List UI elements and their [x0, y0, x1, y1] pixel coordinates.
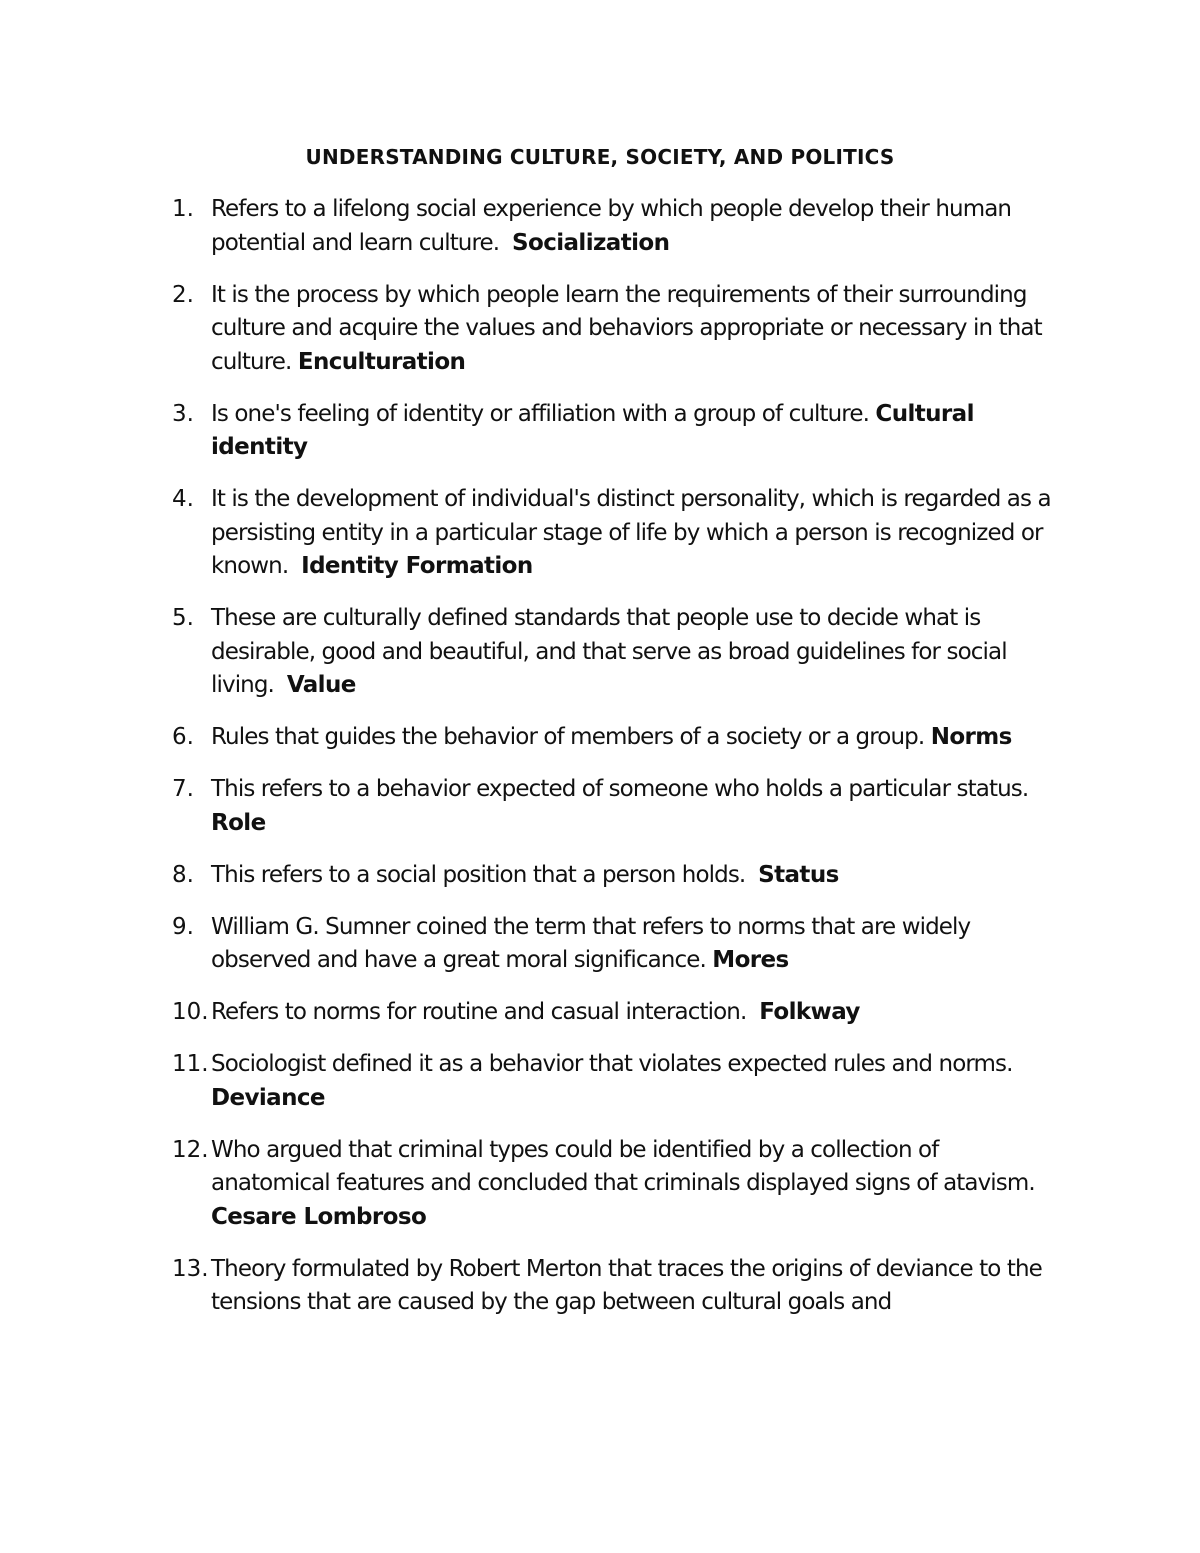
item-number: 11.	[172, 1051, 209, 1077]
list-item	[0, 859, 1061, 893]
item-answer: Status	[758, 861, 839, 888]
item-answer: Socialization	[512, 229, 670, 256]
item-answer: Cesare Lombroso	[211, 1203, 427, 1230]
item-answer: Cultural identity	[211, 400, 974, 460]
item-answer: Folkway	[759, 999, 860, 1025]
item-number: 13.	[172, 1255, 209, 1282]
item-number: 2.	[172, 281, 194, 308]
item-number: 9.	[172, 913, 194, 940]
item-number: 7.	[172, 776, 194, 802]
list-item	[0, 1134, 1061, 1235]
item-question: Rules that guides the behavior of members of a society or a group.	[211, 724, 925, 750]
item-number: 10.	[172, 999, 209, 1025]
item-question: Sociologist defined it as a behavior that violates expected rules and norms.	[211, 1051, 1013, 1077]
item-question: This refers to a social position that a person holds.	[211, 861, 746, 888]
item-answer: Mores	[712, 947, 789, 973]
list-item	[0, 996, 1061, 1030]
item-number: 4.	[172, 486, 194, 512]
item-answer: Value	[286, 672, 356, 698]
list-item	[0, 1048, 1061, 1115]
item-question: Refers to norms for routine and casual interaction.	[211, 999, 747, 1025]
item-answer: Role	[211, 809, 266, 836]
question-list	[0, 193, 1200, 1338]
item-number: 6.	[172, 724, 194, 750]
list-item	[0, 1253, 1061, 1320]
list-item	[0, 483, 1061, 584]
list-item	[0, 602, 1061, 703]
page-title: UNDERSTANDING CULTURE, SOCIETY, AND POLITICS	[305, 145, 895, 169]
item-answer: Norms	[930, 724, 1012, 750]
item-question: Theory formulated by Robert Merton that traces the origins of deviance to the tensions that are caused by the gap between cultural goals and	[211, 1255, 1042, 1315]
list-item	[0, 398, 1061, 465]
item-question: Refers to a lifelong social experience by which people develop their human potential and learn culture.	[211, 196, 1012, 256]
item-question: It is the development of individual's distinct personality, which is regarded as a persisting entity in a particular stage of life by which a person is recognized or known.	[211, 486, 1051, 579]
list-item	[0, 279, 1061, 380]
list-item	[0, 193, 1061, 260]
item-number: 5.	[172, 605, 194, 631]
list-item	[0, 773, 1061, 840]
list-item	[0, 721, 1061, 755]
item-number: 1.	[172, 196, 194, 222]
item-question: William G. Sumner coined the term that refers to norms that are widely observed and have a great moral significance.	[211, 913, 971, 973]
item-answer: Deviance	[211, 1084, 325, 1111]
list-item	[0, 911, 1061, 978]
item-answer: Enculturation	[297, 348, 466, 375]
item-question: Is one's feeling of identity or affiliation with a group of culture.	[211, 400, 869, 427]
item-question: This refers to a behavior expected of someone who holds a particular status.	[211, 776, 1029, 802]
item-answer: Identity Formation	[301, 553, 533, 579]
item-question: Who argued that criminal types could be identified by a collection of anatomical features and concluded that criminals displayed signs of atavism.	[211, 1136, 1035, 1196]
item-number: 8.	[172, 861, 194, 888]
item-number: 12.	[172, 1136, 209, 1163]
item-question: These are culturally defined standards that people use to decide what is desirable, good and beautiful, and that serve as broad guidelines for social living.	[211, 605, 1007, 698]
item-question: It is the process by which people learn the requirements of their surrounding culture and acquire the values and behaviors appropriate or necessary in that culture.	[211, 281, 1042, 375]
item-number: 3.	[172, 400, 194, 427]
